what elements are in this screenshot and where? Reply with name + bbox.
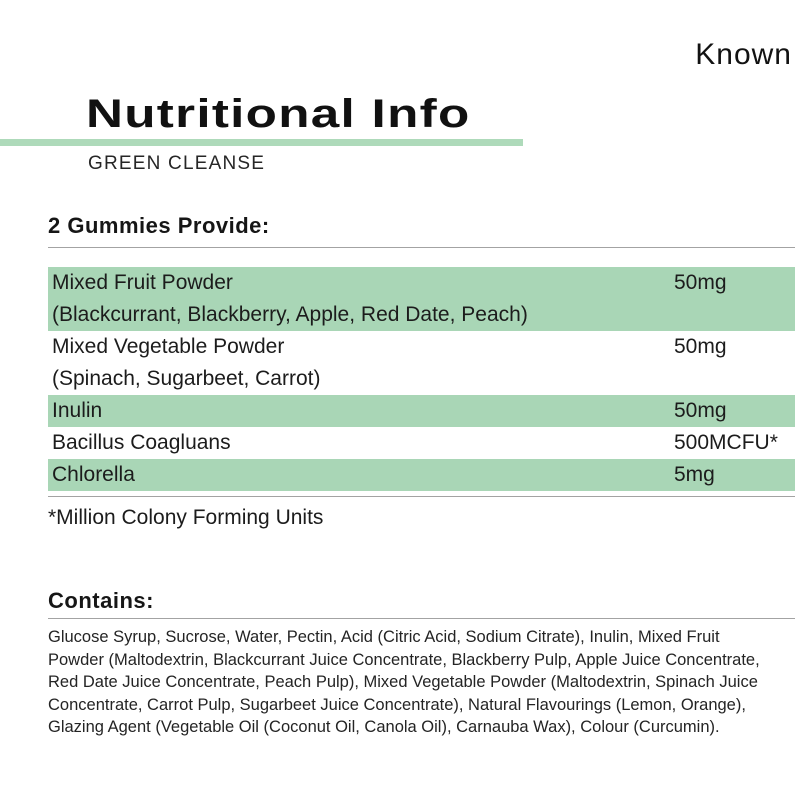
ingredient-detail: (Blackcurrant, Blackberry, Apple, Red Date, Peach) [52,303,528,326]
ingredient-name: Mixed Vegetable Powder [52,335,285,358]
ingredient-amount: 50mg [674,335,727,358]
table-row [48,331,795,395]
ingredient-amount: 500MCFU* [674,431,778,454]
table-row [48,395,795,427]
table-row [48,459,795,491]
provides-table [48,267,795,491]
ingredient-name: Bacillus Coagluans [52,431,231,454]
divider-top [48,247,795,248]
ingredient-name: Inulin [52,399,103,422]
footnote: *Million Colony Forming Units [48,506,324,529]
contains-heading: Contains: [48,588,154,613]
divider-contains [48,618,795,619]
page-title: Nutritional Info [86,92,471,136]
ingredient-amount: 50mg [674,399,727,422]
ingredient-detail: (Spinach, Sugarbeet, Carrot) [52,367,321,390]
brand-logo: Known [695,38,792,71]
ingredient-name: Chlorella [52,463,135,486]
ingredient-name: Mixed Fruit Powder [52,271,233,294]
ingredient-amount: 5mg [674,463,715,486]
table-row [48,427,795,459]
ingredient-amount: 50mg [674,271,727,294]
table-row [48,267,795,331]
provides-heading: 2 Gummies Provide: [48,213,270,238]
divider-middle [48,496,795,497]
title-accent-bar [0,139,523,146]
product-name: GREEN CLEANSE [88,153,266,174]
ingredients-text: Glucose Syrup, Sucrose, Water, Pectin, Acid (Citric Acid, Sodium Citrate), Inulin, Mixed Fruit Powder (Maltodextrin, Blackcurrant Juice Concentrate, Blackberry Pulp, Apple Juice Concentrate, Red Date Juice Concentrate, Peach Pulp), Mixed Vegetable Powder (Maltodextrin, Spinach Juice Concentrate, Carrot Pulp, Sugarbeet Juice Concentrate), Natural Flavourings (Lemon, Orange), Glazing Agent (Vegetable Oil (Coconut Oil, Canola Oil), Carnauba Wax), Colour (Curcumin). [48,628,760,736]
